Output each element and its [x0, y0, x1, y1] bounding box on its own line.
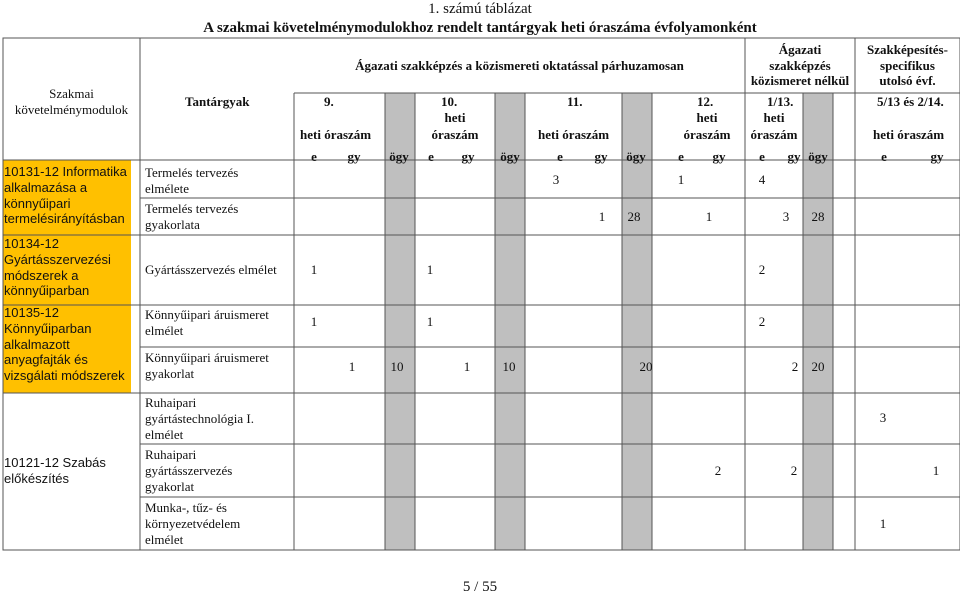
- module-10131: 10131-12 Informatika alkalmazása a könnyűipari termelésirányításban: [4, 164, 127, 227]
- cell-value: 4: [758, 172, 766, 187]
- cell-value: 2: [758, 314, 766, 329]
- sub-e-1: e: [311, 149, 317, 164]
- cell-value: 1: [879, 516, 887, 531]
- sub-ogy-5: ögy: [808, 149, 828, 164]
- header-group-parallel: Ágazati szakképzés a közismereti oktatással párhuzamosan: [355, 58, 684, 73]
- cell-value: 20: [811, 359, 825, 374]
- sub-gy-3: gy: [594, 149, 608, 164]
- cell-value: 1: [463, 359, 471, 374]
- oraszam-10: óraszám: [431, 127, 479, 142]
- cell-value: 10: [390, 359, 404, 374]
- grade-10: 10.: [441, 94, 458, 109]
- cell-value: 1: [310, 262, 318, 277]
- page-number: 5 / 55: [462, 579, 498, 595]
- cell-value: 2: [714, 463, 722, 478]
- cell-value: 2: [791, 359, 799, 374]
- document-subtitle: A szakmai követelménymodulokhoz rendelt tantárgyak heti óraszáma évfolyamonként: [203, 20, 757, 36]
- cell-value: 1: [426, 314, 434, 329]
- cell-value: 10: [502, 359, 516, 374]
- cell-value: 3: [879, 410, 887, 425]
- cell-value: 1: [598, 209, 606, 224]
- header-group-agazati: Ágazati szakképzés közismeret nélkül: [750, 42, 850, 88]
- subject-termeles-gyakorlat: Termelés tervezés gyakorlata: [145, 201, 239, 232]
- grade-113: 1/13.: [767, 94, 794, 109]
- document-title: 1. számú táblázat: [428, 1, 532, 17]
- oraszam-113: óraszám: [750, 127, 798, 142]
- sub-ogy-2: ögy: [500, 149, 520, 164]
- sub-e-4: e: [678, 149, 684, 164]
- subject-termeles-elmelet: Termelés tervezés elmélete: [145, 165, 239, 196]
- heti-113: heti: [763, 110, 785, 125]
- cell-value: 28: [811, 209, 825, 224]
- subject-ruhaipari-gyartasszervezes: Ruhaipari gyártásszervezés gyakorlat: [145, 447, 233, 494]
- grade-11: 11.: [567, 94, 583, 109]
- cell-value: 1: [932, 463, 940, 478]
- cell-value: 1: [348, 359, 356, 374]
- sub-ogy-3: ögy: [626, 149, 646, 164]
- sub-e-5: e: [759, 149, 765, 164]
- cell-value: 1: [677, 172, 685, 187]
- sub-e-3: e: [557, 149, 563, 164]
- grade-12: 12.: [697, 94, 714, 109]
- subject-munka-tuz-kornyezet: Munka-, tűz- és környezetvédelem elmélet: [145, 500, 241, 547]
- oraszam-12: óraszám: [683, 127, 731, 142]
- sub-gy-4: gy: [712, 149, 726, 164]
- cell-value: 28: [627, 209, 641, 224]
- subject-aruismeret-gyakorlat: Könnyűipari áruismeret gyakorlat: [145, 350, 269, 381]
- cell-value: 3: [552, 172, 560, 187]
- sub-e-6: e: [881, 149, 887, 164]
- module-10135: 10135-12 Könnyűiparban alkalmazott anyagfajták és vizsgálati módszerek: [4, 305, 125, 384]
- heti-10: heti: [444, 110, 466, 125]
- subject-aruismeret-elmelet: Könnyűipari áruismeret elmélet: [145, 307, 269, 338]
- sub-e-2: e: [428, 149, 434, 164]
- subject-ruhaipari-gyartastechnologia: Ruhaipari gyártástechnológia I. elmélet: [145, 395, 255, 442]
- heti-oraszam-9: heti óraszám: [300, 127, 372, 142]
- heti-12: heti: [696, 110, 718, 125]
- grade-9: 9.: [324, 94, 334, 109]
- heti-oraszam-513: heti óraszám: [873, 127, 945, 142]
- sub-gy-2: gy: [461, 149, 475, 164]
- subject-gyartasszervezes: Gyártásszervezés elmélet: [145, 262, 277, 277]
- cell-value: 2: [758, 262, 766, 277]
- cell-value: 1: [705, 209, 713, 224]
- module-10121: 10121-12 Szabás előkészítés: [4, 455, 106, 486]
- sub-gy-1: gy: [347, 149, 361, 164]
- header-group-specific: Szakképesítés- specifikus utolsó évf.: [867, 42, 948, 88]
- heti-oraszam-11: heti óraszám: [538, 127, 610, 142]
- sub-ogy-1: ögy: [389, 149, 409, 164]
- cell-value: 1: [426, 262, 434, 277]
- header-subject-col: Tantárgyak: [185, 94, 250, 109]
- cell-value: 1: [310, 314, 318, 329]
- grade-513-214: 5/13 és 2/14.: [877, 94, 944, 109]
- module-10134: 10134-12 Gyártásszervezési módszerek a könnyűiparban: [4, 236, 111, 299]
- sub-gy-5: gy: [787, 149, 801, 164]
- header-module-col: Szakmai követelménymodulok: [14, 86, 129, 117]
- sub-gy-6: gy: [930, 149, 944, 164]
- cell-value: 20: [639, 359, 653, 374]
- cell-value: 2: [790, 463, 798, 478]
- cell-value: 3: [782, 209, 790, 224]
